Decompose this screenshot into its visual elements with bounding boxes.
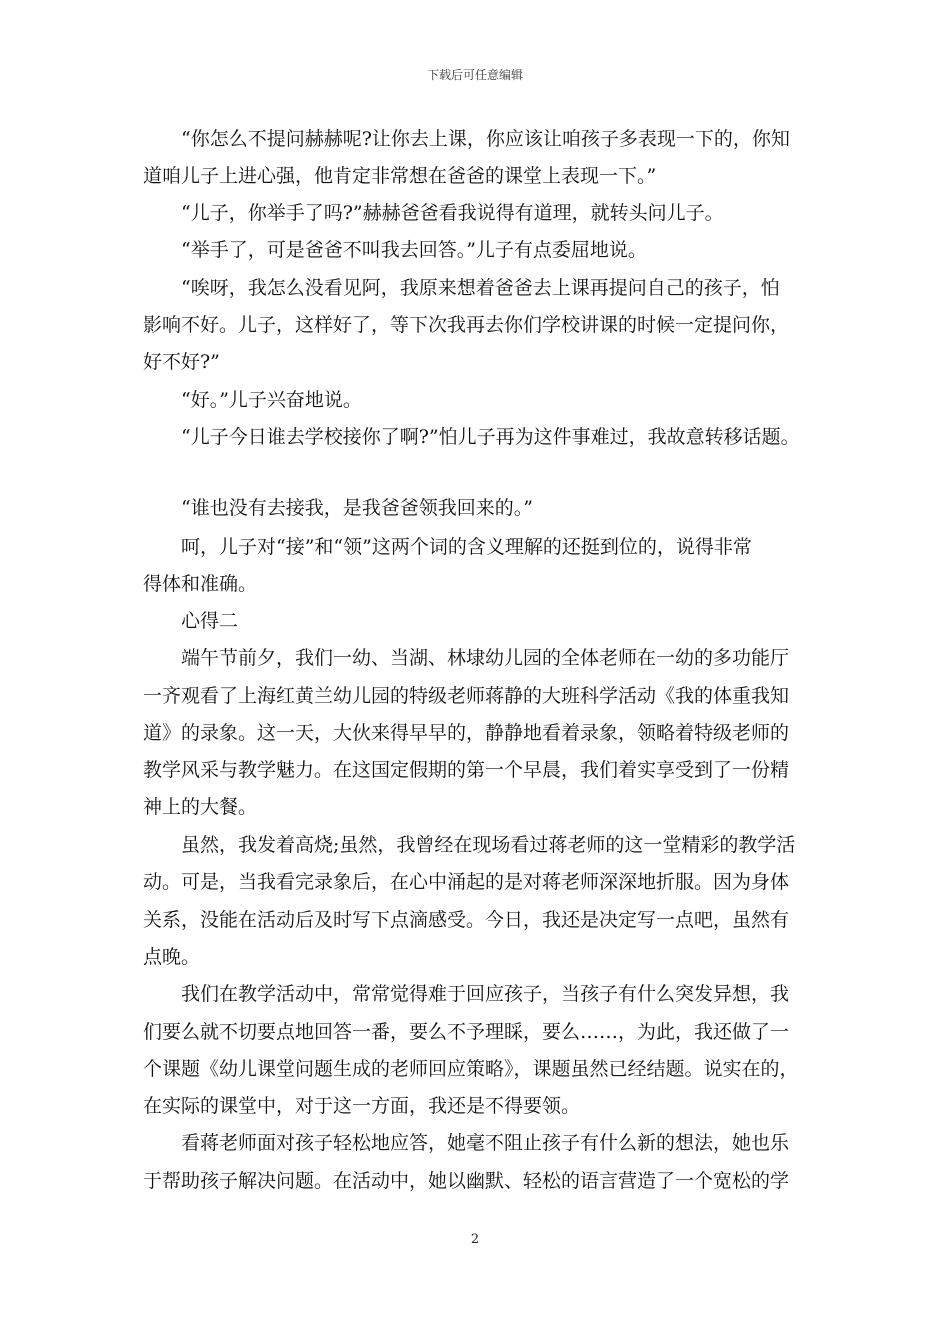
- text-line: 虽然，我发着高烧;虽然，我曾经在现场看过蒋老师的这一堂精彩的教学活: [181, 834, 796, 856]
- section-heading: 心得二: [181, 610, 239, 632]
- text-line: 好不好?”: [143, 351, 220, 373]
- text-line: “举手了，可是爸爸不叫我去回答。”儿子有点委屈地说。: [181, 239, 647, 261]
- text-line: 关系，没能在活动后及时写下点滴感受。今日，我还是决定写一点吧，虽然有: [143, 909, 790, 931]
- text-line: 神上的大餐。: [143, 796, 258, 818]
- text-line: 们要么就不切要点地回答一番，要么不予理睬，要么……，为此，我还做了一: [143, 1021, 790, 1043]
- text-line: 端午节前夕，我们一幼、当湖、林埭幼儿园的全体老师在一幼的多功能厅: [181, 647, 790, 669]
- text-line: “儿子今日谁去学校接你了啊?”怕儿子再为这件事难过，我故意转移话题。: [181, 426, 800, 448]
- text-line: 呵，儿子对“接”和“领”这两个词的含义理解的还挺到位的，说得非常: [181, 536, 752, 558]
- text-line: 道咱儿子上进心强，他肯定非常想在爸爸的课堂上表现一下。”: [143, 165, 657, 187]
- text-line: “儿子，你举手了吗?”赫赫爸爸看我说得有道理，就转头问儿子。: [181, 202, 724, 224]
- text-line: 影响不好。儿子，这样好了，等下次我再去你们学校讲课的时候一定提问你，: [143, 314, 790, 336]
- text-line: 道》的录象。这一天，大伙来得早早的，静静地看着录象，领略着特级老师的: [143, 722, 790, 744]
- text-line: “你怎么不提问赫赫呢?让你去上课，你应该让咱孩子多表现一下的，你知: [181, 128, 790, 150]
- text-line: 看蒋老师面对孩子轻松地应答，她毫不阻止孩子有什么新的想法，她也乐: [181, 1132, 790, 1154]
- text-line: 教学风采与教学魅力。在这国定假期的第一个早晨，我们着实享受到了一份精: [143, 759, 790, 781]
- text-line: 于帮助孩子解决问题。在活动中，她以幽默、轻松的语言营造了一个宽松的学: [143, 1170, 790, 1192]
- text-line: “唉呀，我怎么没看见阿，我原来想着爸爸去上课再提问自己的孩子，怕: [181, 277, 780, 299]
- text-line: 我们在教学活动中，常常觉得难于回应孩子，当孩子有什么突发异想，我: [181, 983, 790, 1005]
- text-line: “好。”儿子兴奋地说。: [181, 389, 362, 411]
- text-line: 个课题《幼儿课堂问题生成的老师回应策略》，课题虽然已经结题。说实在的，: [143, 1058, 799, 1080]
- text-line: 一齐观看了上海红黄兰幼儿园的特级老师蒋静的大班科学活动《我的体重我知: [143, 685, 790, 707]
- text-line: “谁也没有去接我，是我爸爸领我回来的。”: [181, 497, 533, 519]
- text-line: 点晚。: [143, 946, 201, 968]
- text-line: 在实际的课堂中，对于这一方面，我还是不得要领。: [143, 1095, 581, 1117]
- text-line: 得体和准确。: [143, 573, 258, 595]
- page-header: 下载后可任意编辑: [426, 68, 523, 82]
- text-line: 动。可是，当我看完录象后，在心中涌起的是对蒋老师深深地折服。因为身体: [143, 871, 790, 893]
- page-number: 2: [470, 1232, 480, 1247]
